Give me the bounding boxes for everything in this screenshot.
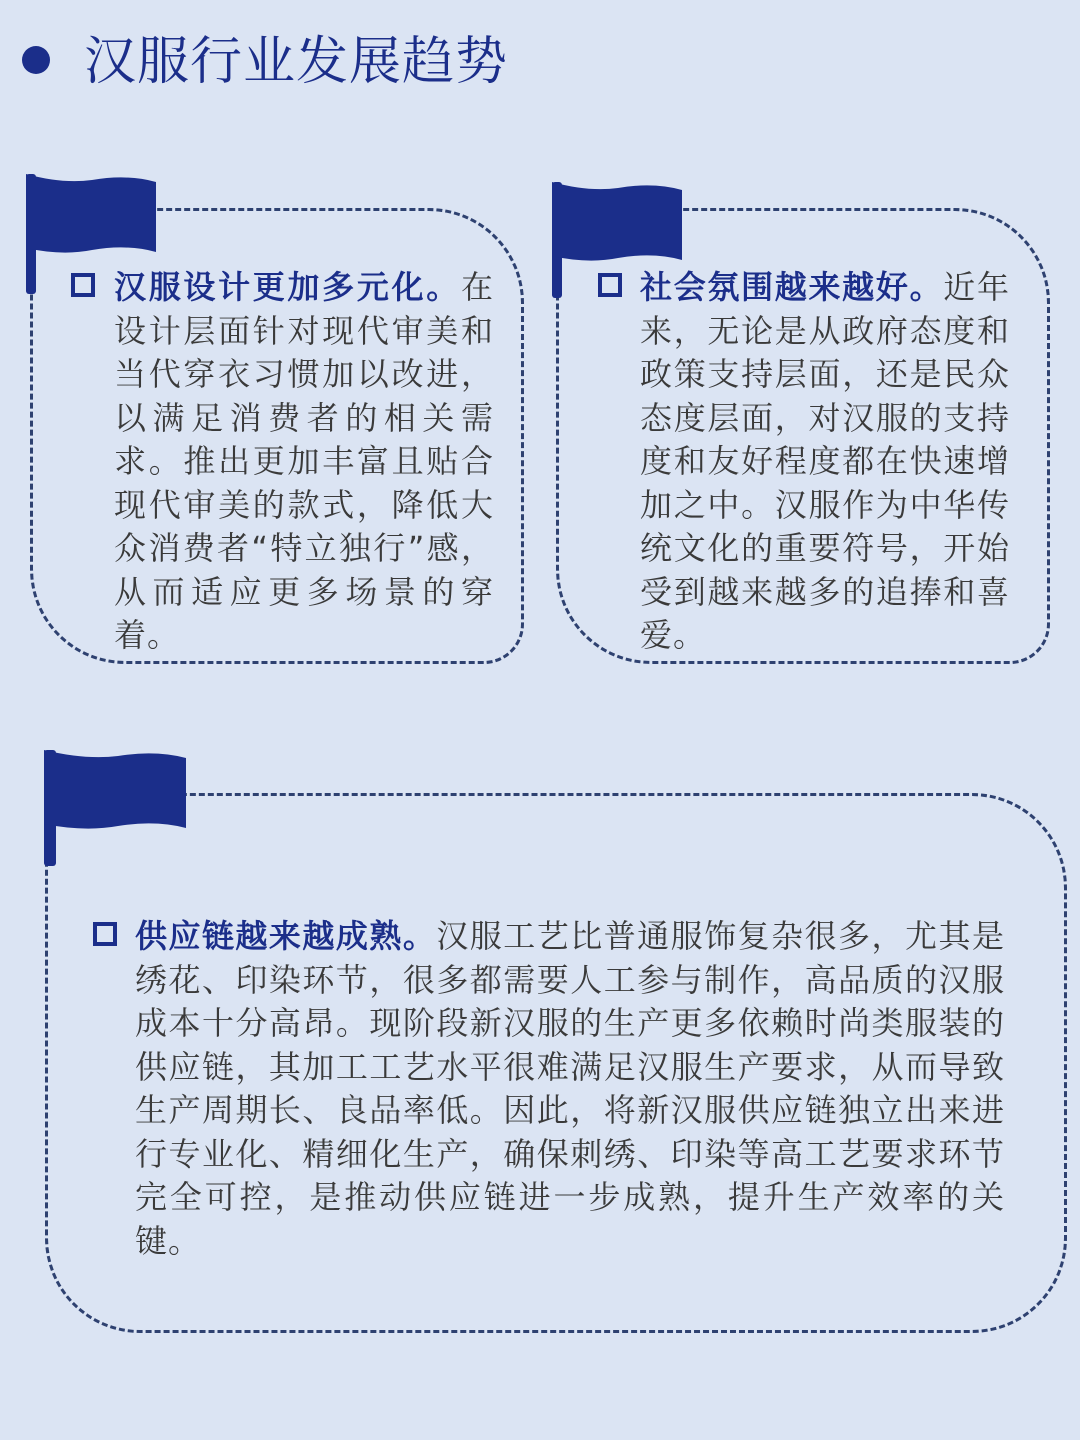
card-text: [135, 915, 1005, 1263]
flag-icon: [40, 746, 190, 871]
square-bullet-icon: [598, 273, 622, 297]
title-bullet-dot: [22, 46, 50, 74]
card-text: [640, 266, 1010, 658]
card-body: 汉服工艺比普通服饰复杂很多，尤其是绣花、印染环节，很多都需要人工参与制作，高品质的汉服成本十分高昂。现阶段新汉服的生产更多依赖时尚类服装的供应链，其加工工艺水平很难满足汉服生产要求，从而导致生产周期长、良品率低。因此，将新汉服供应链独立出来进行专业化、精细化生产，确保刺绣、印染等高工艺要求环节完全可控，是推动供应链进一步成熟，提升生产效率的关键。: [135, 917, 1005, 1260]
card-body: 近年来，无论是从政府态度和政策支持层面，还是民众态度层面，对汉服的支持度和友好程度都在快速增加之中。汉服作为中华传统文化的重要符号，开始受到越来越多的追捧和喜爱。: [640, 268, 1010, 654]
card-heading: 供应链越来越成熟。: [135, 917, 437, 955]
page-title: 汉服行业发展趋势: [84, 32, 509, 92]
card-body: 在设计层面针对现代审美和当代穿衣习惯加以改进，以满足消费者的相关需求。推出更加丰富且贴合现代审美的款式，降低大众消费者“特立独行”感，从而适应更多场景的穿着。: [114, 268, 494, 654]
card-heading: 汉服设计更加多元化。: [114, 268, 461, 306]
card-heading: 社会氛围越来越好。: [640, 268, 944, 306]
square-bullet-icon: [71, 273, 95, 297]
card-text: [114, 266, 494, 658]
square-bullet-icon: [93, 922, 117, 946]
